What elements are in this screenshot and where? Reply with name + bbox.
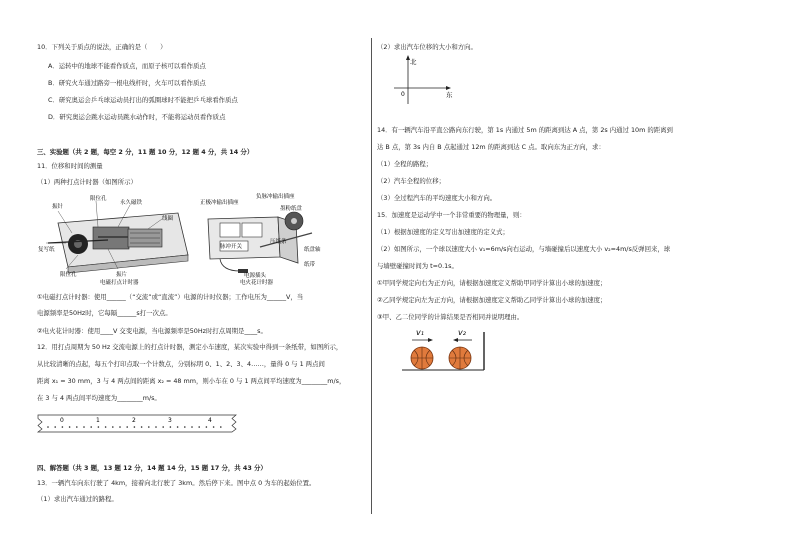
tape-dot: [98, 426, 100, 428]
tape-dot: [155, 426, 157, 428]
q14-part2: （2）汽车全程的位移；: [377, 177, 445, 185]
q15-part2b: 与墙壁碰撞时间为 t=0.1s。: [377, 262, 458, 270]
q11-line2: 电源频率是50Hz时，它每隔______s打一次点。: [37, 309, 172, 317]
tape-dot: [62, 426, 64, 428]
electromagnetic-timer-figure: [38, 193, 200, 285]
v1-label: v₁: [416, 328, 424, 337]
axis-east-label: 东: [446, 91, 453, 99]
tape-dot: [141, 426, 143, 428]
tape-tick-3: 3: [168, 417, 172, 424]
direction-axes: [392, 52, 462, 108]
q14-line2: 达 B 点，第 3s 内自 B 点起通过 12m 的距离到达 C 点。取向东为正方向，求：: [377, 143, 605, 151]
q10-option-d: D．研究奥运会跳水运动员跳水动作时，不能将运动员看作质点: [48, 113, 226, 121]
fig2-label-disc-axle: 纸盘轴: [304, 247, 321, 253]
q15-line1: 15．加速度是运动学中一个非常重要的物理量，则：: [377, 211, 526, 219]
tape-dot: [47, 426, 49, 428]
q13-line3: （2）求出汽车位移的大小和方向。: [377, 43, 477, 51]
fig1-label-limit-hole-top: 限位孔: [90, 196, 107, 202]
q14-part1: （1）全程的路程；: [377, 160, 433, 168]
fig2-label-paper-tape: 纸带: [304, 262, 316, 268]
tape-dot: [162, 426, 164, 428]
section4-heading: 四、解答题（共 3 题，13 题 12 分，14 题 14 分，15 题 17 分，共 43 分）: [37, 464, 267, 472]
q10-option-b: B．研究火车通过路旁一根电线杆时，火车可以看作质点: [48, 79, 206, 87]
tape-dot: [220, 426, 222, 428]
tape-dot: [184, 426, 186, 428]
tape-dot: [134, 426, 136, 428]
q11-sub: （1）两种打点计时器（如图所示）: [37, 178, 137, 186]
tape-dot: [112, 426, 114, 428]
q12-line3: 距离 x₁ = 30 mm，3 与 4 两点间的距离 x₂ = 48 mm，则小车在 0 与 1 两点间平均速度为________m/s，: [37, 377, 346, 385]
tape-dot: [69, 426, 71, 428]
q13-line2: （1）求出汽车通过的路程。: [37, 495, 118, 503]
tape-dot: [170, 426, 172, 428]
fig1-caption: 电磁打点计时器: [100, 280, 139, 285]
tape-dot: [213, 426, 215, 428]
fig1-label-vibrating-needle: 振针: [52, 204, 64, 210]
tape-dot: [105, 426, 107, 428]
fig1-label-vibrating-plate: 振片: [116, 272, 128, 278]
ball-left-icon: [411, 347, 433, 369]
axis-north-label: 北: [410, 58, 417, 66]
axis-origin-label: 0: [401, 91, 405, 98]
fig1-label-coil: 线圈: [162, 216, 174, 222]
q15-sub3: ③甲、乙二位同学的计算结果是否相同并说明理由。: [377, 313, 524, 321]
section3-heading: 三、实验题（共 2 题，每空 2 分，11 题 10 分，12 题 4 分，共 14 分）: [37, 148, 254, 156]
fig2-label-pulse-switch: 脉冲开关: [220, 244, 243, 250]
fig1-label-limit-hole-bottom: 限位孔: [60, 272, 77, 278]
tape-dot: [206, 426, 208, 428]
fig2-caption: 电火花计时器: [240, 280, 274, 285]
q10-option-c: C．研究奥运会乒乓球运动员打出的弧圈球时不能把乒乓球看作质点: [48, 96, 238, 104]
fig2-label-power-plug: 电源插头: [244, 273, 267, 279]
q10-option-a: A．运转中的地球不能看作质点，而原子核可以看作质点: [48, 62, 206, 70]
q12-line2: 从比较清晰的点起，每五个打印点取一个计数点，分别标明 0、1、2、3、4……，量得 0 与 1 两点间: [37, 360, 325, 368]
q15-part1: （1）根据加速度的定义写出加速度的定义式；: [377, 228, 509, 236]
v2-label: v₂: [458, 328, 466, 337]
tape-dot: [191, 426, 193, 428]
fig1-label-carbon-paper: 复写纸: [38, 247, 55, 253]
q11-title: 11．位移和时间的测量: [37, 162, 103, 170]
column-divider: [371, 38, 372, 514]
q13-line1: 13．一辆汽车向东行驶了 4km，接着向北行驶了 3km。然后停下来。图中点 0 为车的起始位置。: [37, 479, 316, 487]
fig2-label-negative-socket: 负脉冲输出插座: [256, 194, 295, 200]
q11-line1: ①电磁打点计时器：使用______（“交流”或“直流”）电源的计时仪器；工作电压为______V，当: [37, 293, 304, 301]
q11-line3: ②电火花计时器：使用____V 交变电源，当电源频率是50Hz时打点周期是____s。: [37, 327, 267, 335]
tape-dot: [54, 426, 56, 428]
tape-tick-4: 4: [208, 417, 212, 424]
q15-part2a: （2）如图所示，一个球以速度大小 v₁=6m/s向右运动，与墙碰撞后以速度大小 v₂=4m/s反弹回来，球: [377, 245, 671, 253]
tape-dot: [148, 426, 150, 428]
tape-dot: [83, 426, 85, 428]
arrow-right-icon: [428, 338, 433, 342]
tape-tick-1: 1: [96, 417, 100, 424]
q15-sub2: ②乙同学规定向左为正方向，请根据加速度定义帮助乙同学计算出小球的加速度；: [377, 296, 607, 304]
paper-tape-figure: [34, 412, 244, 436]
ball-right-icon: [449, 347, 471, 369]
tape-dot: [177, 426, 179, 428]
q12-line4: 在 3 与 4 两点间平均速度为________m/s。: [37, 394, 161, 402]
ball-wall-figure: [398, 324, 490, 374]
fig2-label-toner-disc: 墨粉纸盘: [280, 206, 303, 212]
tape-dot: [126, 426, 128, 428]
fig2-label-positive-socket: 正极冲输出插座: [200, 200, 239, 206]
tape-dot: [90, 426, 92, 428]
fig1-label-magnet: 永久磁铁: [120, 200, 143, 206]
tape-dot: [119, 426, 121, 428]
q10-stem: 10．下列关于质点的说法，正确的是（ ）: [37, 43, 167, 51]
arrow-left-icon: [453, 338, 458, 342]
q14-part3: （3）全过程汽车的平均速度大小和方向。: [377, 194, 497, 202]
q12-line1: 12．用打点周期为 50 Hz 交流电源上的打点计时器，测定小车速度，某次实验中得到一条纸带，如图所示，: [37, 343, 343, 351]
fig2-label-press-strip: 压纸条: [270, 239, 287, 245]
spark-timer-figure: [200, 193, 332, 285]
q14-line1: 14．有一辆汽车沿平直公路向东行驶，第 1s 内通过 5m 的距离到达 A 点，第 2s 内通过 10m 的距离到: [377, 126, 673, 134]
q15-sub1: ①甲同学规定向右为正方向，请根据加速度定义帮助甲同学计算出小球的加速度；: [377, 279, 607, 287]
tape-dot: [76, 426, 78, 428]
tape-tick-2: 2: [132, 417, 136, 424]
tape-dot: [198, 426, 200, 428]
tape-tick-0: 0: [60, 417, 64, 424]
